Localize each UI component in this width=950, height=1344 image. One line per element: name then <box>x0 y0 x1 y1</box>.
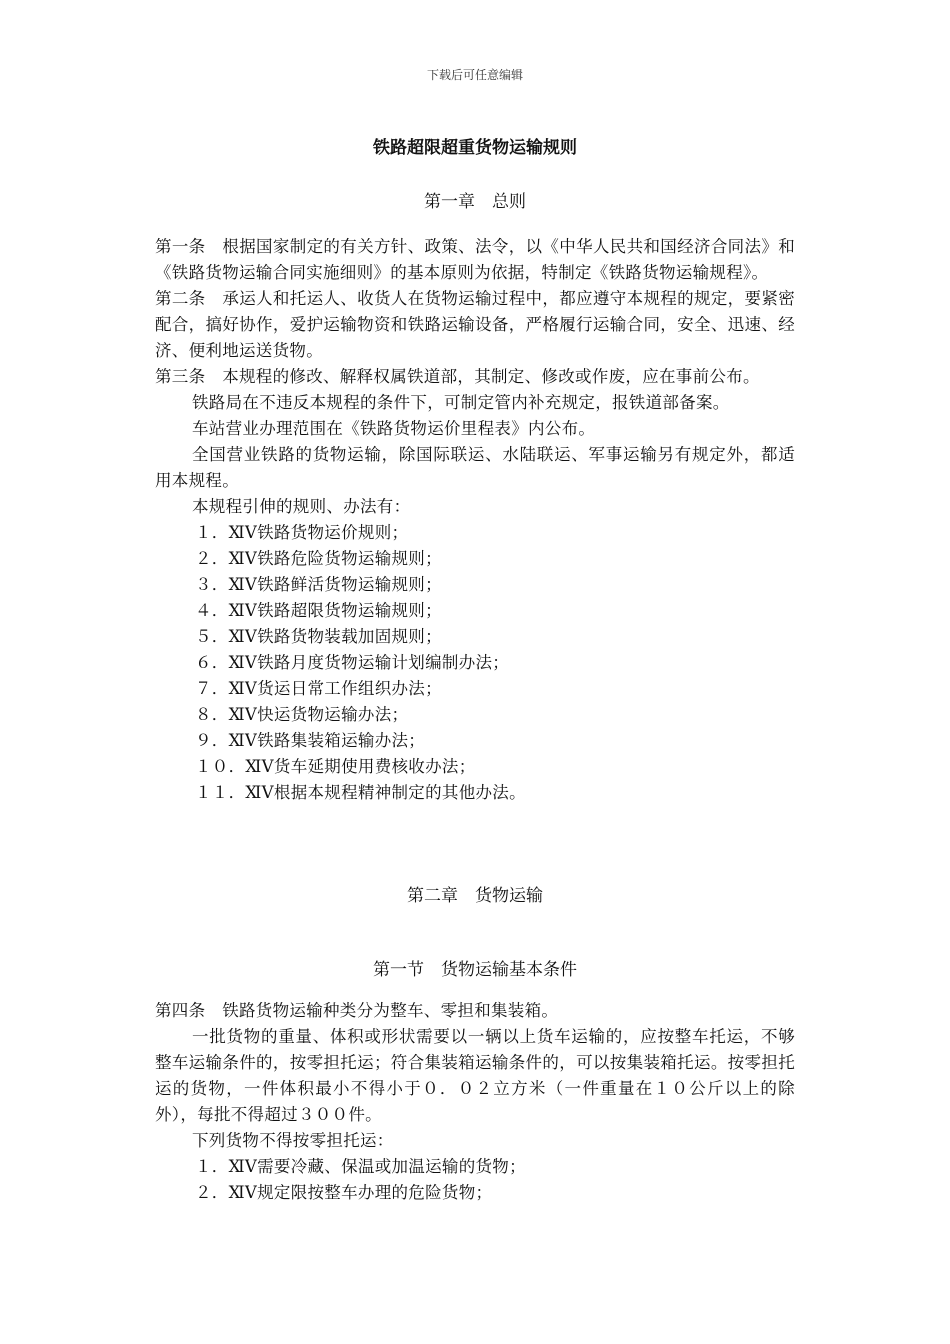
paragraph-bureau: 铁路局在不违反本规程的条件下，可制定管内补充规定，报铁道部备案。 <box>192 393 730 412</box>
article-2: 第二条 承运人和托运人、收货人在货物运输过程中，都应遵守本规程的规定，要紧密配合，搞好协作，爱护运输物资和铁路运输设备，严格履行运输合同，安全、迅速、经济、便利地运送货物。 <box>155 289 795 360</box>
section-1-heading: 第一节 货物运输基本条件 <box>373 960 577 980</box>
rules-list-item: ６．ⅪⅤ铁路月度货物运输计划编制办法； <box>195 653 510 672</box>
rules-list-item: １１．ⅪⅤ根据本规程精神制定的其他办法。 <box>195 783 526 802</box>
rules-list-item: ７．ⅪⅤ货运日常工作组织办法； <box>195 679 442 698</box>
rules-list-item: ３．ⅪⅤ铁路鲜活货物运输规则； <box>195 575 442 594</box>
chapter-2-heading: 第二章 货物运输 <box>407 886 543 906</box>
paragraph-batch: 一批货物的重量、体积或形状需要以一辆以上货车运输的，应按整车托运，不够整车运输条件的，按零担托运；符合集装箱运输条件的，可以按集装箱托运。按零担托运的货物，一件体积最小不得小于０．０２立方米（一件重量在１０公斤以上的除外），每批不得超过３００件。 <box>155 1027 795 1124</box>
rules-list-item: ２．ⅪⅤ铁路危险货物运输规则； <box>195 549 442 568</box>
rules-list-item: ８．ⅪⅤ快运货物运输办法； <box>195 705 409 724</box>
paragraph-station: 车站营业办理范围在《铁路货物运价里程表》内公布。 <box>192 419 596 438</box>
section-1-body <box>155 998 795 1206</box>
document-title: 铁路超限超重货物运输规则 <box>373 138 577 158</box>
rules-list-item: ５．ⅪⅤ铁路货物装载加固规则； <box>195 627 442 646</box>
paragraph-rules-intro: 本规程引伸的规则、办法有： <box>192 497 411 516</box>
exclusions-list-item: ２．ⅪⅤ规定限按整车办理的危险货物； <box>195 1183 493 1202</box>
rules-list-item: ４．ⅪⅤ铁路超限货物运输规则； <box>195 601 442 620</box>
paragraph-exclusions-intro: 下列货物不得按零担托运： <box>192 1131 394 1150</box>
chapter-1-heading: 第一章 总则 <box>424 192 526 212</box>
chapter-1-body <box>155 234 795 806</box>
rules-list-item: １．ⅪⅤ铁路货物运价规则； <box>195 523 409 542</box>
rules-list-item: １０．ⅪⅤ货车延期使用费核收办法； <box>195 757 476 776</box>
rules-list-item: ９．ⅪⅤ铁路集装箱运输办法； <box>195 731 426 750</box>
article-4: 第四条 铁路货物运输种类分为整车、零担和集装箱。 <box>155 1001 559 1020</box>
paragraph-scope: 全国营业铁路的货物运输，除国际联运、水陆联运、军事运输另有规定外，都适用本规程。 <box>155 445 795 490</box>
header-note: 下载后可任意编辑 <box>426 68 523 82</box>
exclusions-list-item: １．ⅪⅤ需要冷藏、保温或加温运输的货物； <box>195 1157 526 1176</box>
article-1: 第一条 根据国家制定的有关方针、政策、法令，以《中华人民共和国经济合同法》和《铁路货物运输合同实施细则》的基本原则为依据，特制定《铁路货物运输规程》。 <box>155 237 795 282</box>
article-3: 第三条 本规程的修改、解释权属铁道部，其制定、修改或作废，应在事前公布。 <box>155 367 760 386</box>
